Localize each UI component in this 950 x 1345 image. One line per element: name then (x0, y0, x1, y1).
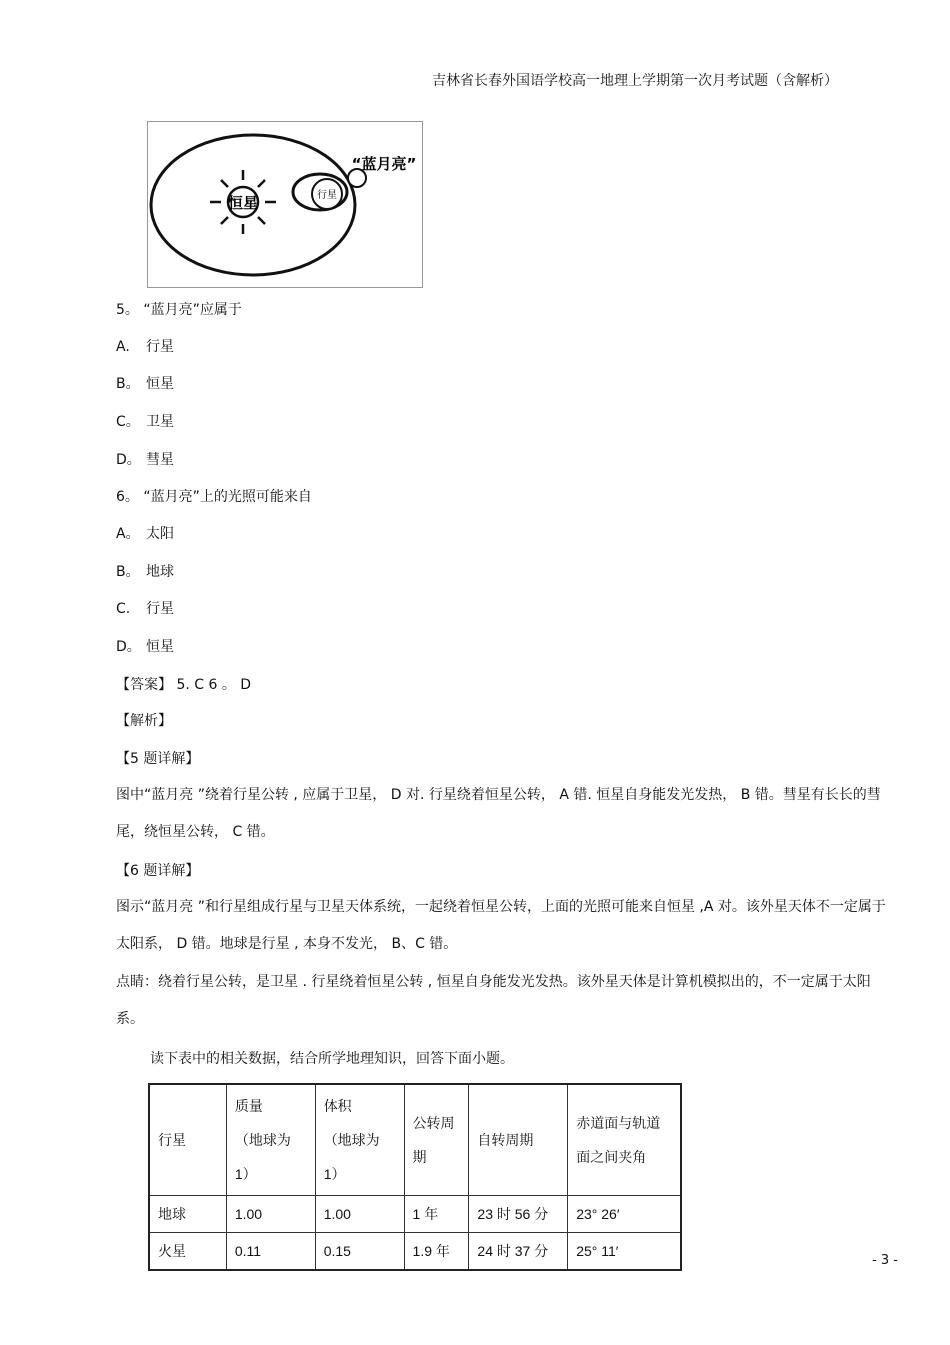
q6-option-d (116, 637, 174, 657)
option-letter: A。 (116, 526, 140, 542)
option-text: 地球 (146, 564, 174, 580)
star-label: 恒星 (227, 194, 259, 212)
option-text: 太阳 (146, 526, 174, 542)
table-cell: 1.00 (226, 1196, 315, 1233)
table-cell: 24 时 37 分 (469, 1233, 568, 1271)
star-system-diagram (147, 121, 423, 288)
option-text: 行星 (146, 339, 174, 355)
option-letter: C。 (116, 414, 140, 430)
detail5-title: 【5 题详解】 (116, 751, 200, 767)
option-letter: A. (116, 339, 130, 355)
table-cell: 23 时 56 分 (469, 1196, 568, 1233)
q5-option-a (116, 337, 174, 357)
orbit-diagram-svg (148, 122, 424, 289)
table-cell: 1.00 (315, 1196, 404, 1233)
option-text: 恒星 (146, 639, 174, 655)
planet-data-table (148, 1083, 682, 1271)
option-letter: D。 (116, 452, 141, 468)
q5-option-c (116, 412, 174, 432)
table-cell: 1 年 (404, 1196, 469, 1233)
q5-stem: 5。 “蓝月亮”应属于 (116, 302, 242, 318)
detail5-text: 图中“蓝月亮 ”绕着行星公转 , 应属于卫星， D 对. 行星绕着恒星公转， A 错. 恒星自身能发光发热， B 错。彗星有长长的彗尾，绕恒星公转， C 错。 (116, 787, 881, 840)
page-header: 吉林省长春外国语学校高一地理上学期第一次月考试题（含解析） (432, 73, 838, 89)
q6-option-c (116, 599, 174, 619)
option-letter: C. (116, 601, 131, 617)
option-text: 彗星 (146, 452, 174, 468)
option-text: 恒星 (146, 376, 174, 392)
page-number: - 3 - (872, 1253, 898, 1268)
detail6-title: 【6 题详解】 (116, 863, 200, 879)
table-cell: 火星 (149, 1233, 226, 1271)
table-cell: 1.9 年 (404, 1233, 469, 1271)
table-row (149, 1233, 681, 1271)
header-cell: 体积 （地球为 1） (315, 1084, 404, 1196)
header-cell: 赤道面与轨道 面之间夹角 (568, 1084, 681, 1196)
q6-option-b (116, 562, 174, 582)
table-cell: 0.11 (226, 1233, 315, 1271)
table-cell: 23° 26′ (568, 1196, 681, 1233)
q5-option-d (116, 450, 174, 470)
table-cell: 0.15 (315, 1233, 404, 1271)
analysis-title: 【解析】 (116, 713, 172, 729)
q6-stem: 6。 “蓝月亮”上的光照可能来自 (116, 489, 312, 505)
table-cell: 25° 11′ (568, 1233, 681, 1271)
option-text: 卫星 (146, 414, 174, 430)
header-cell: 质量 （地球为 1） (226, 1084, 315, 1196)
option-letter: B。 (116, 564, 140, 580)
header-cell: 公转周 期 (404, 1084, 469, 1196)
answer-line: 【答案】 5. C 6 。 D (116, 677, 252, 693)
q6-option-a (116, 524, 174, 544)
option-text: 行星 (146, 601, 174, 617)
table-cell: 地球 (149, 1196, 226, 1233)
moon-label: “蓝月亮” (351, 155, 417, 173)
tip-text: 点睛：绕着行星公转，是卫星 . 行星绕着恒星公转 , 恒星自身能发光发热。该外星天体是计算机模拟出的，不一定属于太阳系。 (116, 974, 871, 1027)
detail6-text: 图示“蓝月亮 ”和行星组成行星与卫星天体系统，一起绕着恒星公转，上面的光照可能来自恒星 ,A 对。该外星天体不一定属于太阳系， D 错。地球是行星 , 本身不发光， B、C 错。 (116, 899, 886, 952)
header-cell: 自转周期 (469, 1084, 568, 1196)
header-cell: 行星 (149, 1084, 226, 1196)
option-letter: D。 (116, 639, 141, 655)
table-intro: 读下表中的相关数据，结合所学地理知识，回答下面小题。 (150, 1051, 514, 1067)
q5-option-b (116, 374, 174, 394)
table-header-row (149, 1084, 681, 1196)
planet-label: 行星 (317, 190, 337, 201)
option-letter: B。 (116, 376, 140, 392)
table-row (149, 1196, 681, 1233)
